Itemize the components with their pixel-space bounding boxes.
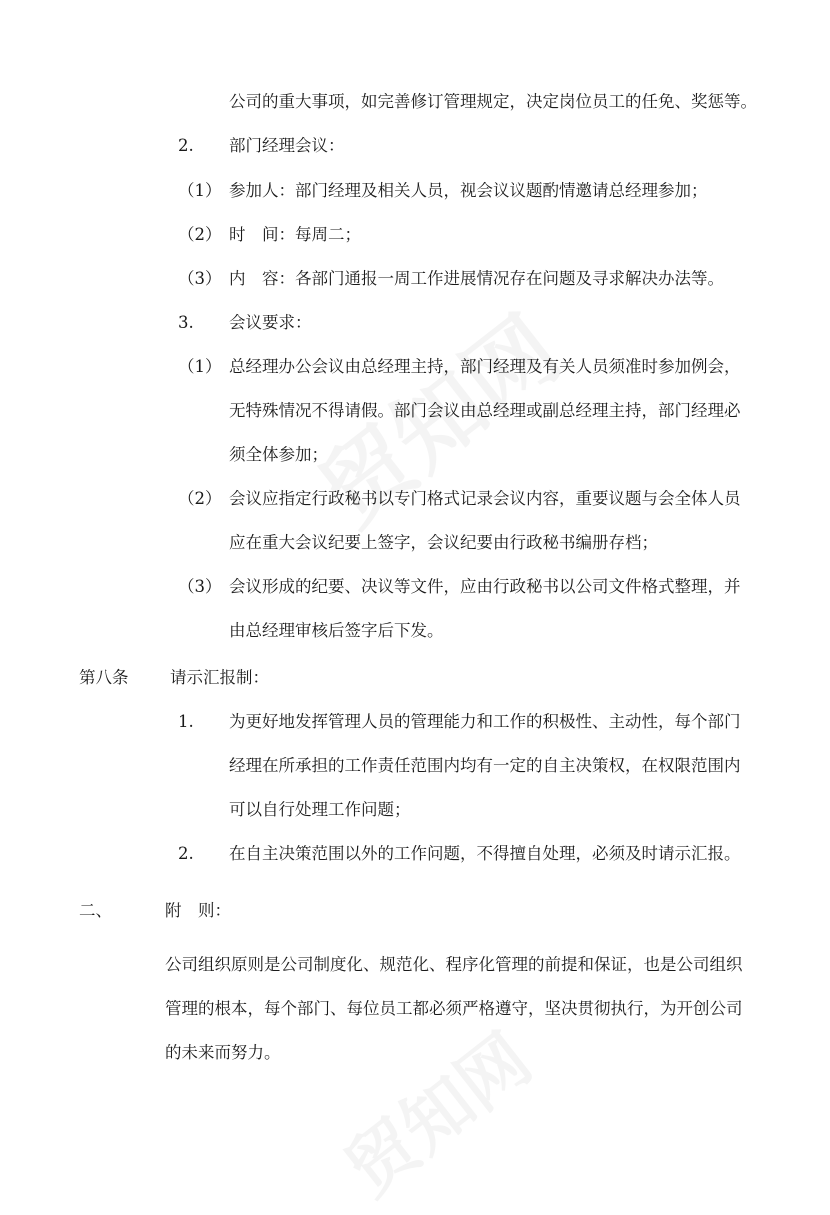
section-title: 附 则： [165, 901, 231, 920]
article-title: 请示汇报制： [170, 668, 269, 687]
sub-item-text: 参加人：部门经理及相关人员，视会议议题酌情邀请总经理参加； [229, 181, 708, 200]
sub-item-text: 由总经理审核后签字后下发。 [229, 621, 444, 640]
article-label: 第八条 [79, 668, 129, 687]
sub-item-text: 会议形成的纪要、决议等文件，应由行政秘书以公司文件格式整理，并 [229, 577, 741, 596]
paragraph-line: 的未来而努力。 [165, 1043, 281, 1062]
sub-item-number: （2） [178, 489, 222, 508]
paragraph-line: 管理的根本，每个部门、每位员工都必须严格遵守，坚决贯彻执行，为开创公司 [165, 999, 743, 1018]
list-heading: 会议要求： [229, 313, 312, 332]
sub-item-text: 总经理办公会议由总经理主持，部门经理及有关人员须准时参加例会， [229, 357, 741, 376]
sub-item-text: 无特殊情况不得请假。部门会议由总经理或副总经理主持，部门经理必 [229, 401, 741, 420]
list-number: 3. [178, 313, 194, 332]
sub-item-text: 时 间：每周二； [229, 225, 361, 244]
sub-item-text: 须全体参加； [229, 445, 328, 464]
list-heading: 部门经理会议： [229, 136, 345, 155]
paragraph-line: 公司组织原则是公司制度化、规范化、程序化管理的前提和保证，也是公司组织 [165, 955, 743, 974]
list-text: 可以自行处理工作问题； [229, 800, 411, 819]
sub-item-number: （3） [178, 269, 222, 288]
sub-item-text: 内 容：各部门通报一周工作进展情况存在问题及寻求解决办法等。 [229, 269, 724, 288]
list-text: 经理在所承担的工作责任范围内均有一定的自主决策权，在权限范围内 [229, 756, 741, 775]
sub-item-number: （1） [178, 357, 222, 376]
sub-item-number: （1） [178, 181, 222, 200]
sub-item-number: （2） [178, 225, 222, 244]
list-text: 为更好地发挥管理人员的管理能力和工作的积极性、主动性，每个部门 [229, 712, 741, 731]
sub-item-text: 应在重大会议纪要上签字，会议纪要由行政秘书编册存档； [229, 533, 658, 552]
list-text: 在自主决策范围以外的工作问题，不得擅自处理，必须及时请示汇报。 [229, 844, 741, 863]
sub-item-number: （3） [178, 577, 222, 596]
list-number: 1. [178, 712, 194, 731]
paragraph-line: 公司的重大事项，如完善修订管理规定，决定岗位员工的任免、奖惩等。 [229, 92, 757, 111]
list-number: 2. [178, 136, 194, 155]
list-number: 2. [178, 844, 194, 863]
sub-item-text: 会议应指定行政秘书以专门格式记录会议内容，重要议题与会全体人员 [229, 489, 741, 508]
section-number: 二、 [79, 901, 112, 920]
watermark [321, 1006, 549, 1215]
